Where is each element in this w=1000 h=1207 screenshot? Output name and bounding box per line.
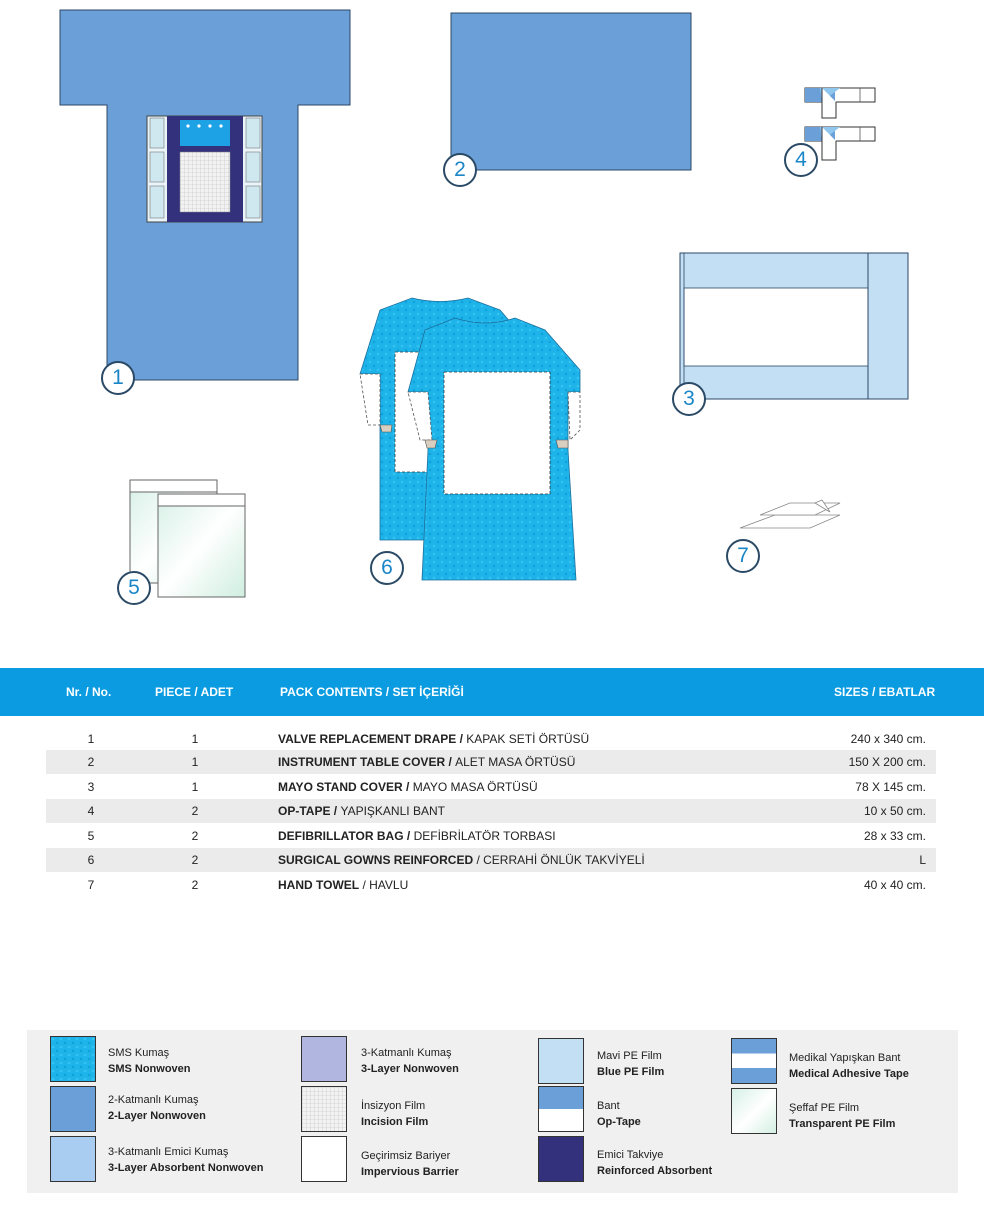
row-size: L (919, 853, 926, 867)
transparent-pe-swatch (731, 1088, 777, 1134)
legend-label: 3-Katmanlı Emici Kumaş 3-Layer Absorbent Nonwoven (108, 1146, 264, 1174)
row-item-name: OP-TAPE / YAPIŞKANLI BANT (278, 804, 445, 818)
surgical-gowns-illustration (360, 298, 580, 580)
row-item-name: MAYO STAND COVER / MAYO MASA ÖRTÜSÜ (278, 780, 538, 794)
table-row (46, 775, 936, 799)
table-row (46, 873, 936, 897)
table-row (46, 799, 936, 823)
material-legend (27, 1030, 958, 1193)
header-contents: PACK CONTENTS / SET İÇERİĞİ (280, 685, 464, 699)
legend-label: Mavi PE Film Blue PE Film (597, 1050, 665, 1078)
row-nr: 1 (87, 732, 95, 746)
impervious-swatch (301, 1136, 347, 1182)
row-item-name: INSTRUMENT TABLE COVER / ALET MASA ÖRTÜSÜ (278, 755, 576, 769)
op-tape-swatch (538, 1086, 584, 1132)
callout-4: 4 (784, 143, 818, 177)
legend-label: İnsizyon Film Incision Film (361, 1100, 429, 1128)
legend-label: 3-Katmanlı Kumaş 3-Layer Nonwoven (361, 1047, 459, 1075)
instrument-table-cover-illustration (451, 13, 691, 170)
table-row (46, 727, 936, 751)
legend-label: Bant Op-Tape (597, 1100, 641, 1128)
row-size: 78 X 145 cm. (855, 780, 926, 794)
medical-tape-swatch (731, 1038, 777, 1084)
table-header (0, 668, 984, 716)
callout-6: 6 (370, 551, 404, 585)
reinforced-swatch (538, 1136, 584, 1182)
legend-label: Medikal Yapışkan Bant Medical Adhesive Tape (789, 1052, 909, 1080)
row-piece: 2 (191, 878, 199, 892)
legend-label: Emici Takviye Reinforced Absorbent (597, 1149, 713, 1177)
row-piece: 1 (191, 780, 199, 794)
header-piece: PIECE / ADET (155, 685, 234, 699)
blue-pe-swatch (538, 1038, 584, 1084)
header-nr: Nr. / No. (66, 685, 112, 699)
row-size: 28 x 33 cm. (863, 829, 926, 843)
callout-3: 3 (672, 382, 706, 416)
legend-label: SMS Kumaş SMS Nonwoven (108, 1047, 191, 1075)
table-row (46, 750, 936, 774)
three-layer-swatch (301, 1036, 347, 1082)
row-nr: 4 (87, 804, 95, 818)
row-item-name: HAND TOWEL / HAVLU (278, 878, 409, 892)
row-piece: 1 (191, 755, 199, 769)
row-nr: 6 (87, 853, 95, 867)
callout-1: 1 (101, 361, 135, 395)
row-size: 150 X 200 cm. (848, 755, 926, 769)
row-size: 40 x 40 cm. (863, 878, 926, 892)
row-size: 240 x 340 cm. (850, 732, 926, 746)
row-nr: 5 (87, 829, 95, 843)
row-nr: 2 (87, 755, 95, 769)
callout-2: 2 (443, 153, 477, 187)
callout-7: 7 (726, 539, 760, 573)
legend-label: 2-Katmanlı Kumaş 2-Layer Nonwoven (108, 1094, 206, 1122)
row-piece: 1 (191, 732, 199, 746)
row-piece: 2 (191, 804, 199, 818)
legend-label: Geçirimsiz Bariyer Impervious Barrier (361, 1150, 459, 1178)
table-row (46, 824, 936, 848)
row-item-name: VALVE REPLACEMENT DRAPE / KAPAK SETİ ÖRTÜSÜ (278, 732, 590, 746)
row-nr: 7 (87, 878, 95, 892)
hand-towel-illustration (740, 500, 840, 528)
table-row (46, 848, 936, 872)
mayo-stand-cover-illustration (680, 253, 908, 399)
row-size: 10 x 50 cm. (863, 804, 926, 818)
op-tape-illustration (805, 88, 875, 160)
header-sizes: SIZES / EBATLAR (834, 685, 936, 699)
row-piece: 2 (191, 853, 199, 867)
row-piece: 2 (191, 829, 199, 843)
incision-swatch (301, 1086, 347, 1132)
row-item-name: SURGICAL GOWNS REINFORCED / CERRAHİ ÖNLÜK TAKVİYELİ (278, 853, 645, 867)
legend-label: Şeffaf PE Film Transparent PE Film (789, 1102, 896, 1130)
two-layer-swatch (50, 1086, 96, 1132)
valve-replacement-drape-illustration (60, 10, 350, 380)
three-absorbent-swatch (50, 1136, 96, 1182)
row-item-name: DEFIBRILLATOR BAG / DEFİBRİLATÖR TORBASI (278, 829, 556, 843)
sms-swatch (50, 1036, 96, 1082)
callout-5: 5 (117, 571, 151, 605)
row-nr: 3 (87, 780, 95, 794)
